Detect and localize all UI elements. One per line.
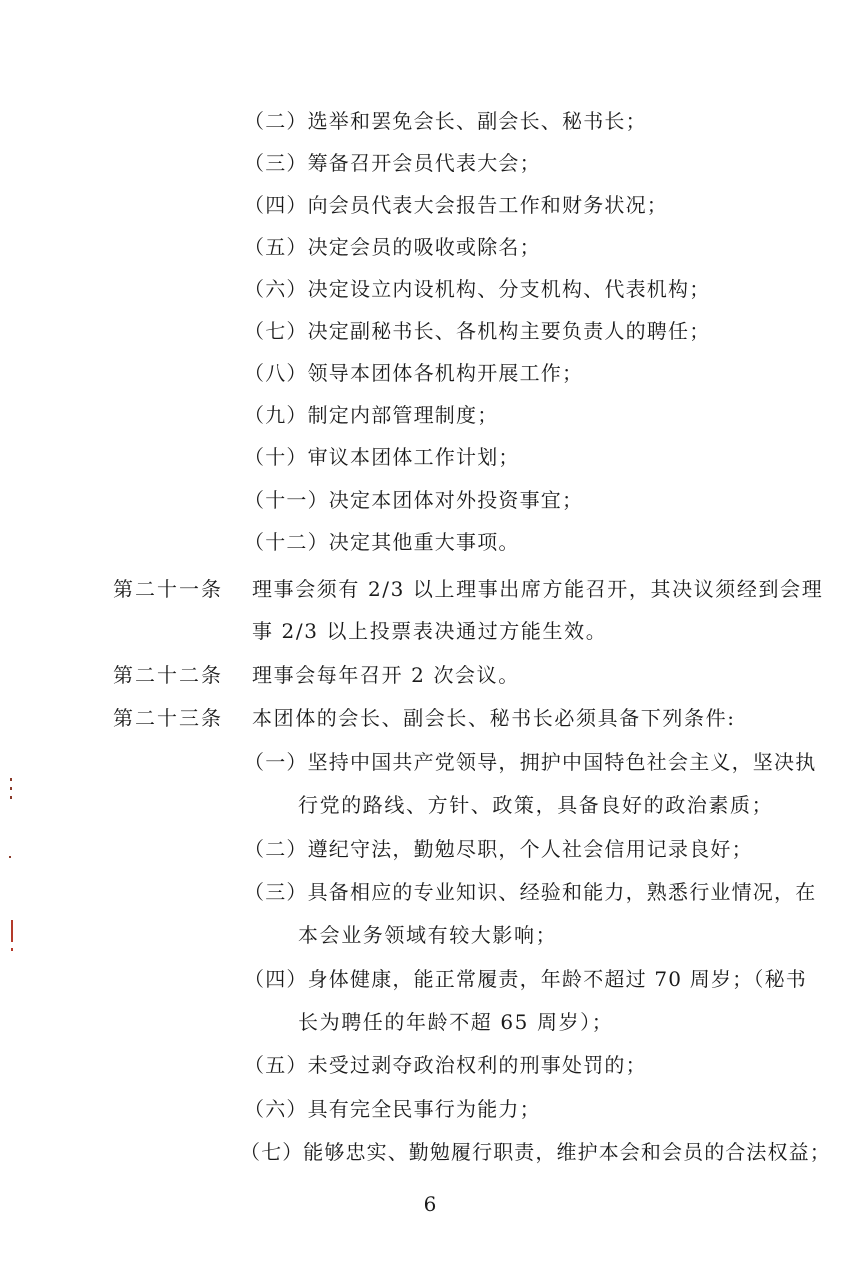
board-power-item: （十二）决定其他重大事项。	[244, 530, 520, 554]
binding-mark	[10, 778, 12, 781]
condition-item-cont: 行党的路线、方针、政策，具备良好的政治素质；	[298, 793, 774, 817]
binding-mark	[9, 856, 11, 858]
article-22-text: 理事会每年召开 2 次会议。	[252, 663, 520, 687]
page-number: 6	[423, 1192, 437, 1216]
board-power-item: （五）决定会员的吸收或除名；	[244, 235, 541, 259]
condition-item: （二）遵纪守法，勤勉尽职，个人社会信用记录良好；	[244, 837, 753, 861]
board-power-item: （九）制定内部管理制度；	[244, 403, 499, 427]
condition-item-cont: 长为聘任的年龄不超 65 周岁）；	[298, 1010, 614, 1034]
condition-item: （五）未受过剥夺政治权利的刑事处罚的；	[244, 1053, 647, 1077]
condition-item: （四）身体健康，能正常履责，年龄不超过 70 周岁；（秘书	[244, 967, 807, 991]
article-23-title: 第二十三条	[113, 706, 223, 730]
condition-item: （一）坚持中国共产党领导，拥护中国特色社会主义，坚决执	[244, 750, 817, 774]
binding-mark	[10, 787, 12, 790]
board-power-item: （八）领导本团体各机构开展工作；	[244, 361, 584, 385]
article-21-title: 第二十一条	[113, 577, 223, 601]
board-power-item: （十）审议本团体工作计划；	[244, 445, 520, 469]
condition-item-cont: 本会业务领域有较大影响；	[298, 923, 558, 947]
board-power-item: （三）筹备召开会员代表大会；	[244, 151, 541, 175]
board-power-item: （十一）决定本团体对外投资事宜；	[244, 488, 584, 512]
board-power-item: （六）决定设立内设机构、分支机构、代表机构；	[244, 277, 711, 301]
binding-mark	[11, 948, 13, 951]
binding-mark	[11, 920, 13, 942]
condition-item: （三）具备相应的专业知识、经验和能力，熟悉行业情况，在	[244, 880, 817, 904]
article-21-text-cont: 事 2/3 以上投票表决通过方能生效。	[252, 619, 608, 643]
article-21-text: 理事会须有 2/3 以上理事出席方能召开，其决议须经到会理	[252, 577, 824, 601]
binding-mark	[10, 796, 12, 799]
condition-item: （七）能够忠实、勤勉履行职责，维护本会和会员的合法权益；	[240, 1140, 831, 1164]
board-power-item: （七）决定副秘书长、各机构主要负责人的聘任；	[244, 319, 711, 343]
condition-item: （六）具有完全民事行为能力；	[244, 1097, 541, 1121]
article-22-title: 第二十二条	[113, 663, 223, 687]
board-power-item: （二）选举和罢免会长、副会长、秘书长；	[244, 109, 647, 133]
article-23-text: 本团体的会长、副会长、秘书长必须具备下列条件:	[252, 706, 736, 730]
board-power-item: （四）向会员代表大会报告工作和财务状况；	[244, 193, 668, 217]
